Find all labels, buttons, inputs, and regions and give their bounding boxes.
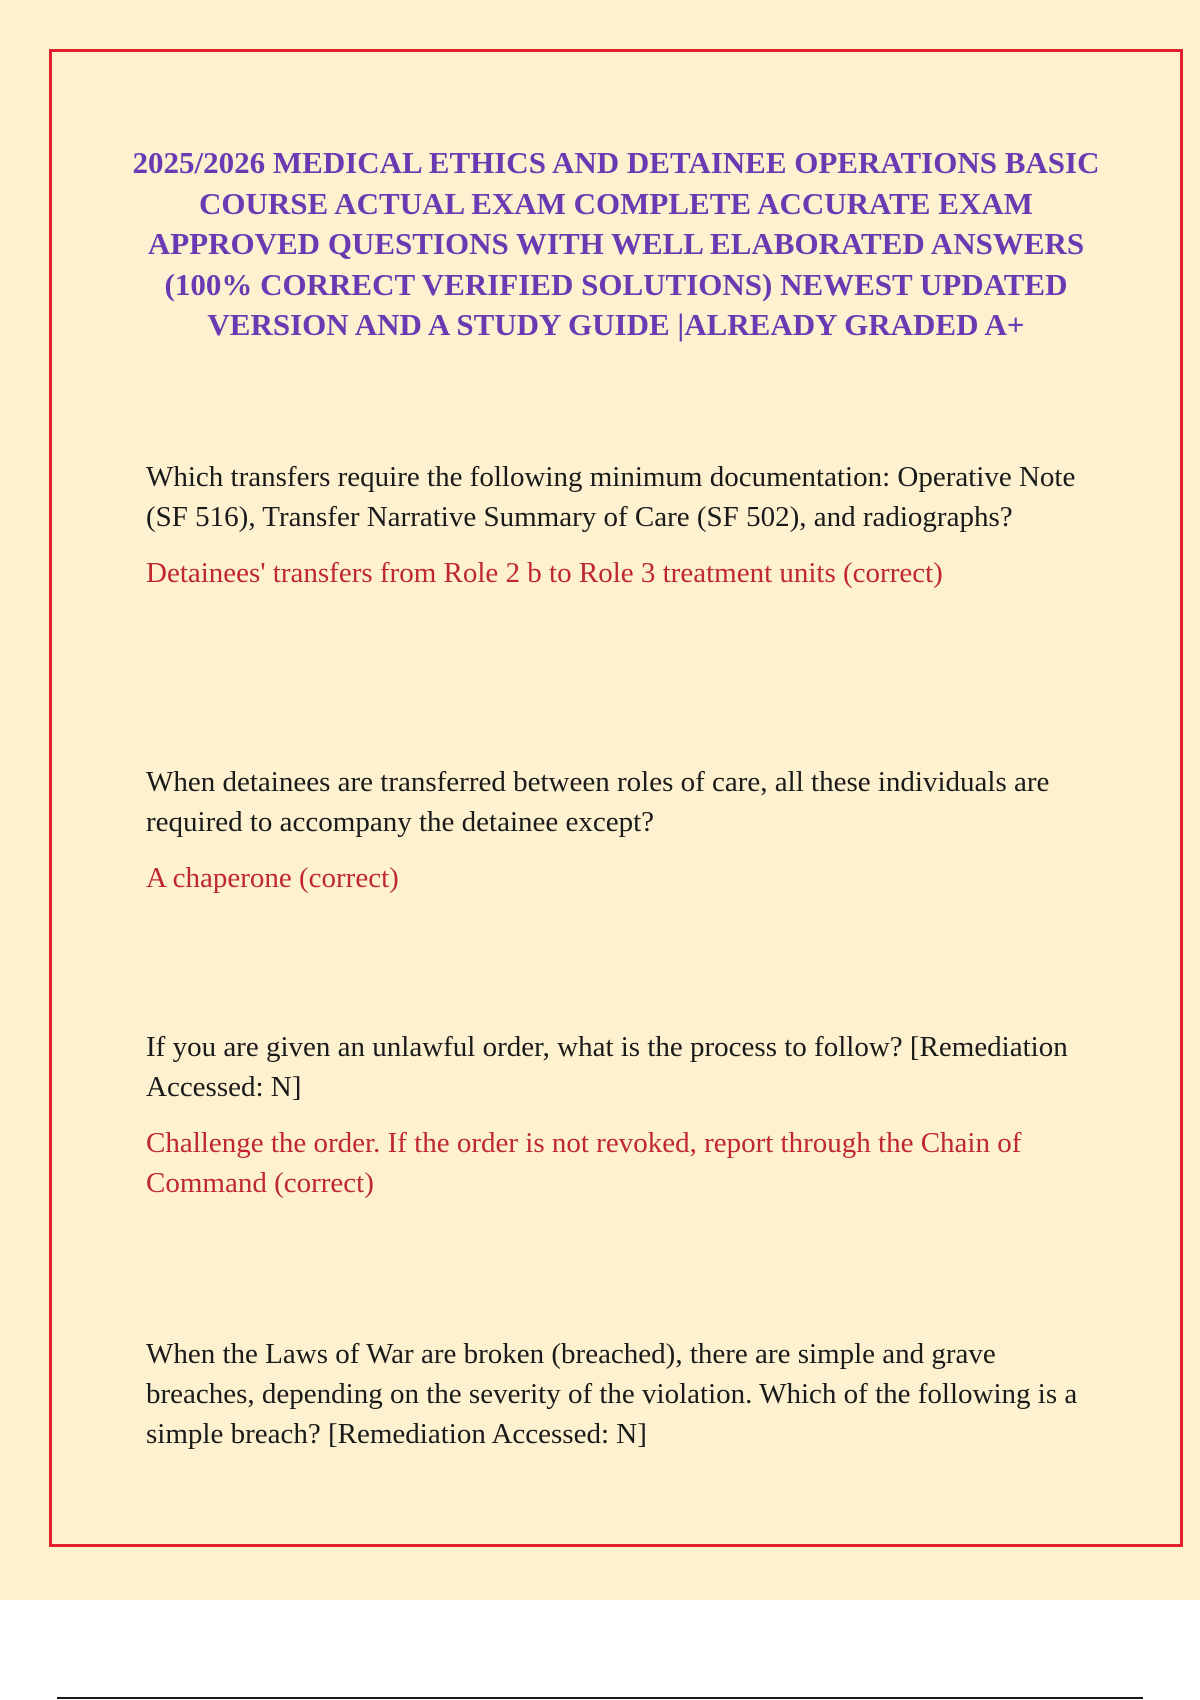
- qa-item-1: [146, 457, 1106, 593]
- qa-item-4: [146, 1334, 1106, 1454]
- document-title: 2025/2026 MEDICAL ETHICS AND DETAINEE OPERATIONS BASIC COURSE ACTUAL EXAM COMPLETE ACCURATE EXAM APPROVED QUESTIONS WITH WELL ELABORATED ANSWERS (100% CORRECT VERIFIED SOLUTIONS) NEWEST UPDATED VERSION AND A STUDY GUIDE |ALREADY GRADED A+: [132, 145, 1100, 343]
- page-divider: [57, 1697, 1143, 1699]
- question-text: When detainees are transferred between roles of care, all these individuals are required to accompany the detainee except?: [146, 766, 1050, 838]
- answer-text: A chaperone (correct): [146, 862, 399, 894]
- answer-text: Detainees' transfers from Role 2 b to Role 3 treatment units (correct): [146, 557, 943, 589]
- question-text: Which transfers require the following minimum documentation: Operative Note (SF 516), Transfer Narrative Summary of Care (SF 502), and radiographs?: [146, 461, 1076, 533]
- question-text: If you are given an unlawful order, what is the process to follow? [Remediation Accessed: N]: [146, 1031, 1068, 1103]
- answer-text: Challenge the order. If the order is not revoked, report through the Chain of Command (correct): [146, 1127, 1022, 1199]
- qa-item-3: [146, 1027, 1106, 1203]
- question-text: When the Laws of War are broken (breached), there are simple and grave breaches, depending on the severity of the violation. Which of the following is a simple breach? [Remediation Accessed: N]: [146, 1338, 1078, 1450]
- qa-item-2: [146, 762, 1106, 898]
